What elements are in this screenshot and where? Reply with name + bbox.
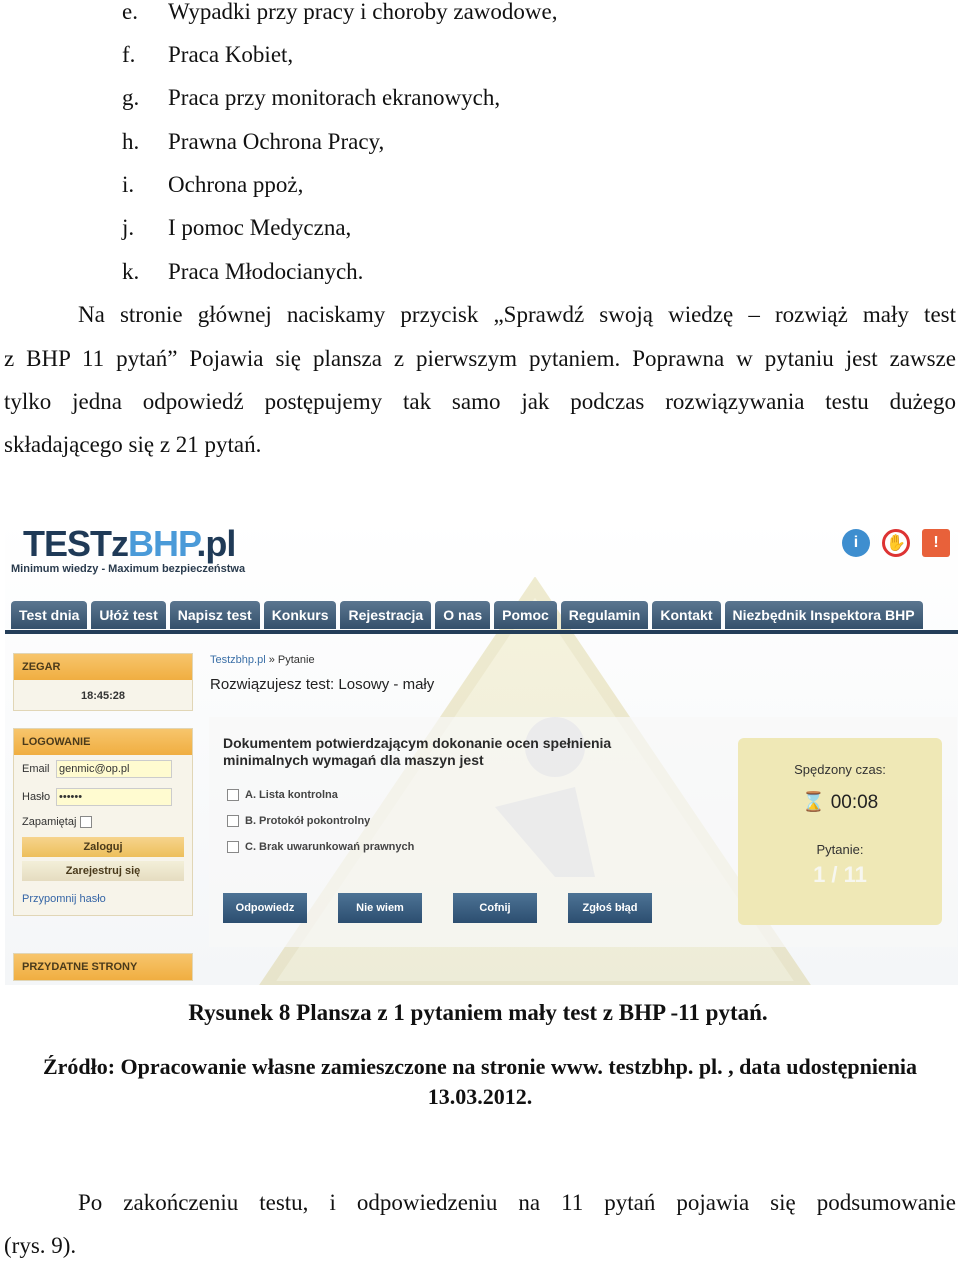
timer-label: Spędzony czas: (794, 762, 886, 777)
main-nav (11, 601, 923, 629)
paragraph-line: (rys. 9). (4, 1233, 77, 1258)
clock-time: 18:45:28 (80, 690, 126, 702)
nav-pomoc[interactable]: Pomoc (494, 601, 557, 629)
list-letter: j. (122, 215, 135, 240)
breadcrumb-current: Pytanie (277, 654, 315, 666)
paragraph-line: Na stronie głównej naciskamy przycisk „Sprawdź swoją wiedzę – rozwiąż mały test (78, 302, 956, 327)
source-date: 13.03.2012. (427, 1084, 533, 1109)
paragraph-line: Po zakończeniu testu, i odpowiedzeniu na 11 pytań pojawia się podsumowanie (78, 1190, 956, 1215)
breadcrumb-separator: » (268, 654, 275, 666)
list-letter: i. (122, 172, 135, 197)
timer-display (738, 790, 942, 814)
figure-caption: Rysunek 8 Plansza z 1 pytaniem mały test z BHP -11 pytań. (188, 1000, 768, 1025)
remember-row (14, 811, 192, 833)
website-screenshot (5, 517, 958, 985)
answer-checkbox[interactable] (227, 815, 239, 827)
list-letter: e. (122, 0, 138, 24)
nav-kontakt[interactable]: Kontakt (652, 601, 720, 629)
answer-label: C. Brak uwarunkowań prawnych (245, 841, 415, 853)
answer-checkbox[interactable] (227, 841, 239, 853)
remind-password-link[interactable]: Przypomnij hasło (22, 893, 106, 905)
list-letter: k. (122, 259, 140, 284)
list-item: I pomoc Medyczna, (168, 215, 352, 240)
source-line: Źródło: Opracowanie własne zamieszczone na stronie www. testzbhp. pl. , data udostępnienia (42, 1054, 918, 1079)
timer-value: 00:08 (830, 792, 879, 813)
answer-b[interactable] (227, 815, 370, 827)
answer-button[interactable]: Odpowiedz (223, 893, 307, 923)
test-subtitle: Rozwiązujesz test: Losowy - mały (210, 676, 435, 693)
remember-checkbox[interactable] (80, 816, 92, 828)
register-button[interactable]: Zarejestruj się (22, 861, 184, 881)
email-label: Email (22, 763, 50, 775)
list-letter: g. (122, 85, 140, 110)
answer-label: B. Protokół pokontrolny (245, 815, 371, 827)
list-item: Prawna Ochrona Pracy, (168, 129, 385, 154)
nav-napisz-test[interactable]: Napisz test (170, 601, 260, 629)
paragraph-line: składającego się z 21 pytań. (4, 432, 262, 457)
login-title: LOGOWANIE (14, 729, 192, 755)
nav-niezbednik[interactable]: Niezbędnik Inspektora BHP (725, 601, 923, 629)
clock-title: ZEGAR (14, 654, 192, 680)
login-button[interactable]: Zaloguj (22, 837, 184, 857)
back-button[interactable]: Cofnij (453, 893, 537, 923)
nav-rejestracja[interactable]: Rejestracja (340, 601, 431, 629)
answer-c[interactable] (227, 841, 414, 853)
question-text: Dokumentem potwierdzającym dokonanie ocen spełnienia minimalnych wymagań dla maszyn jest (223, 735, 612, 768)
useful-title: PRZYDATNE STRONY (14, 954, 192, 980)
report-error-button[interactable]: Zgłoś błąd (568, 893, 652, 923)
password-field[interactable]: •••••• (56, 788, 172, 806)
password-row (14, 783, 192, 811)
question-progress: 1 / 11 (813, 862, 867, 887)
site-logo[interactable]: TESTzBHP.pl (23, 523, 236, 564)
list-item: Ochrona ppoż, (168, 172, 304, 197)
nav-o-nas[interactable]: O nas (435, 601, 490, 629)
info-icon[interactable]: i (842, 529, 870, 557)
list-item: Praca przy monitorach ekranowych, (168, 85, 501, 110)
list-item: Praca Młodocianych. (168, 259, 364, 284)
clock-panel (13, 653, 193, 711)
nav-konkurs[interactable]: Konkurs (264, 601, 337, 629)
answer-checkbox[interactable] (227, 789, 239, 801)
remember-label: Zapamiętaj (22, 816, 77, 828)
nav-regulamin[interactable]: Regulamin (561, 601, 649, 629)
breadcrumb (210, 654, 315, 666)
breadcrumb-home[interactable]: Testzbhp.pl (210, 654, 266, 666)
alert-icon[interactable]: ! (922, 529, 950, 557)
email-row (14, 755, 192, 783)
login-panel (13, 728, 193, 916)
dont-know-button[interactable]: Nie wiem (338, 893, 422, 923)
list-item: Praca Kobiet, (168, 42, 294, 67)
list-item: Wypadki przy pracy i choroby zawodowe, (168, 0, 558, 24)
answer-label: A. Lista kontrolna (245, 789, 338, 801)
timer-panel (738, 738, 942, 925)
paragraph-line: z BHP 11 pytań” Pojawia się plansza z pierwszym pytaniem. Poprawna w pytaniu jest zawsze (4, 346, 956, 371)
useful-pages-panel (13, 953, 193, 981)
question-label: Pytanie: (816, 842, 864, 857)
site-tagline: Minimum wiedzy - Maximum bezpieczeństwa (11, 563, 246, 575)
password-label: Hasło (22, 791, 51, 803)
hourglass-icon: ⌛ (801, 792, 826, 813)
email-field[interactable]: genmic@op.pl (56, 760, 172, 778)
answer-a[interactable] (227, 789, 338, 801)
nav-uloz-test[interactable]: Ułóż test (91, 601, 165, 629)
list-letter: h. (122, 129, 140, 154)
paragraph-line: tylko jedna odpowiedź postępujemy tak samo jak podczas rozwiązywania testu dużego (4, 389, 956, 414)
nav-test-dnia[interactable]: Test dnia (11, 601, 87, 629)
no-entry-icon[interactable]: ✋ (882, 529, 910, 557)
nav-underline (5, 630, 958, 634)
list-letter: f. (122, 42, 136, 67)
top-icons (842, 529, 950, 557)
